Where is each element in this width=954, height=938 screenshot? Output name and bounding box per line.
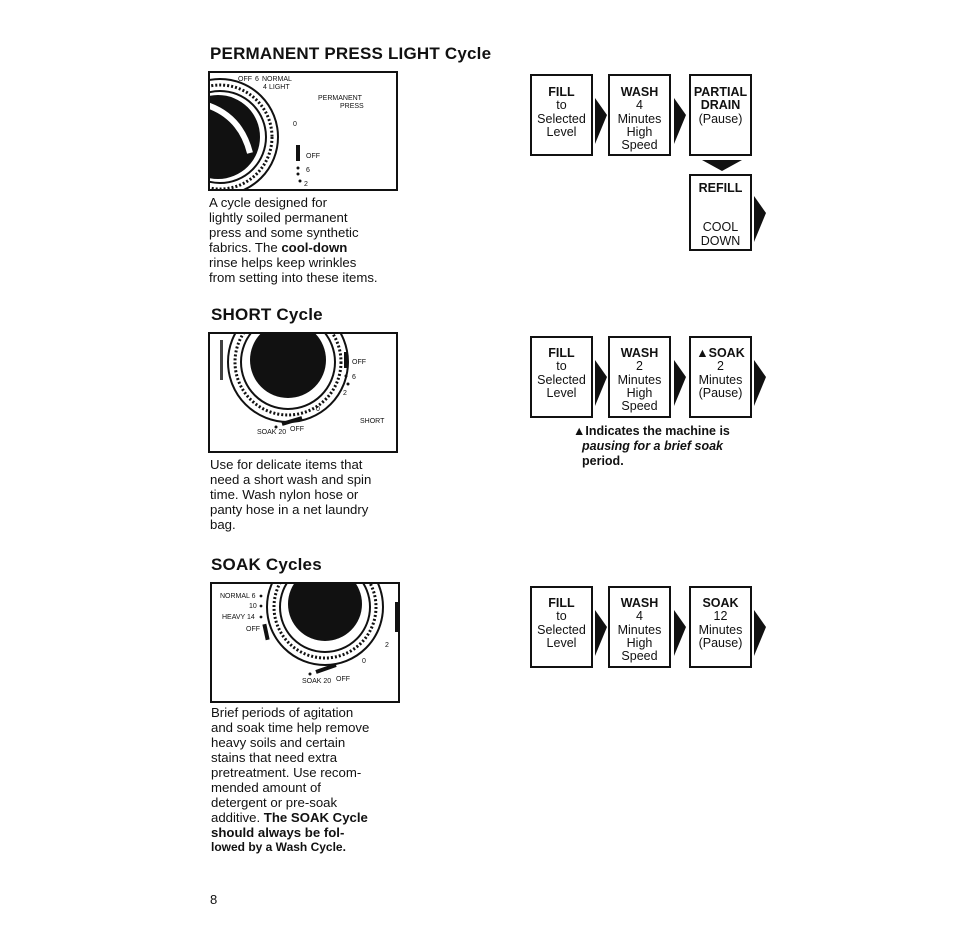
step-text: Selected: [537, 111, 586, 126]
step-text: (Pause): [698, 635, 743, 650]
step-wash: [608, 336, 671, 418]
step-text: Speed: [621, 399, 658, 414]
step-soak: [689, 586, 752, 668]
step-title: WASH: [620, 85, 659, 99]
step-soak: [689, 336, 752, 418]
dial-mark-0: 0: [362, 658, 366, 665]
arrow-right-icon: [595, 98, 607, 144]
paragraph-permanent-press: [209, 195, 399, 285]
arrow-right-icon: [754, 196, 766, 242]
panel-off-label: OFF: [290, 426, 304, 433]
text-line: [209, 240, 399, 255]
text-line: lightly soiled permanent: [209, 210, 348, 225]
step-title: WASH: [620, 346, 659, 360]
step-wash: [608, 586, 671, 668]
dial-graphic: [210, 73, 396, 189]
step-text: Level: [546, 635, 577, 650]
text-line: from setting into these items.: [209, 270, 378, 285]
panel-label-normal-6: NORMAL 6: [220, 593, 256, 600]
panel-cycle-label-1: PERMANENT: [318, 95, 362, 102]
step-text: High: [626, 385, 653, 400]
text-line: panty hose in a net laundry: [210, 502, 369, 517]
text-span: fabrics. The: [209, 240, 282, 255]
section-heading-soak: SOAK Cycles: [211, 555, 322, 574]
dial-mark-6: 6: [352, 374, 356, 381]
step-text: to: [556, 359, 567, 374]
step-fill: [530, 586, 593, 668]
panel-soak-label: SOAK 20: [302, 678, 332, 685]
step-title: SOAK: [702, 596, 739, 610]
step-text: 4: [636, 98, 643, 113]
soak-note: [573, 424, 773, 469]
text-line: rinse helps keep wrinkles: [209, 255, 357, 270]
control-panel-soak: [210, 582, 400, 703]
step-text: Speed: [621, 649, 658, 664]
step-text: Minutes: [617, 622, 662, 637]
panel-label-4: 4: [263, 84, 267, 91]
step-fill: [530, 74, 593, 156]
arrow-right-icon: [674, 610, 686, 656]
panel-label-normal: NORMAL: [262, 76, 292, 83]
text-line: and soak time help remove: [211, 720, 370, 735]
panel-label-6: 6: [255, 76, 259, 83]
step-refill-cool-down: [689, 174, 752, 251]
dial-mark-6: 6: [306, 167, 310, 174]
step-text: Minutes: [698, 622, 743, 637]
step-title: FILL: [548, 346, 575, 360]
text-line: pretreatment. Use recom-: [211, 765, 362, 780]
step-title: FILL: [548, 85, 575, 99]
dial-mark-2: 2: [385, 642, 389, 649]
text-line: stains that need extra: [211, 750, 338, 765]
step-text: (Pause): [698, 111, 743, 126]
step-text: to: [556, 609, 567, 624]
arrow-right-icon: [754, 610, 766, 656]
panel-cycle-label: SHORT: [360, 418, 385, 425]
panel-label-heavy-14: HEAVY 14: [222, 614, 255, 621]
control-panel-short: [208, 332, 398, 453]
control-panel-permanent-press: [208, 71, 398, 191]
step-text: to: [556, 98, 567, 113]
step-wash: [608, 74, 671, 156]
text-line: mended amount of: [211, 780, 321, 795]
step-fill: [530, 336, 593, 418]
text-line: [211, 810, 406, 825]
step-text: Minutes: [698, 372, 743, 387]
bold-text: The SOAK Cycle: [263, 810, 368, 825]
step-text: COOL: [702, 220, 739, 235]
dial-mark-off: OFF: [352, 359, 366, 366]
panel-soak-label: SOAK 20: [257, 429, 287, 436]
step-text: 2: [636, 359, 643, 374]
step-text: Level: [546, 124, 577, 139]
step-text: 4: [636, 609, 643, 624]
text-line: Use for delicate items that: [210, 457, 363, 472]
step-text: Minutes: [617, 372, 662, 387]
text-line: bag.: [210, 517, 236, 532]
dial-mark-2: 2: [304, 181, 308, 188]
text-line: lowed by a Wash Cycle.: [211, 840, 346, 854]
dial-mark-0: 0: [293, 121, 297, 128]
step-text: High: [626, 124, 653, 139]
dial-mark-0: 0: [316, 406, 320, 413]
step-text: Selected: [537, 622, 586, 637]
step-text: Speed: [621, 138, 658, 153]
section-heading-short: SHORT Cycle: [211, 305, 323, 324]
arrow-right-icon: [674, 98, 686, 144]
text-line: need a short wash and spin: [210, 472, 372, 487]
step-text: (Pause): [698, 385, 743, 400]
note-line: ▲Indicates the machine is: [573, 424, 730, 438]
panel-label-10: 10: [249, 603, 257, 610]
note-line: pausing for a brief soak: [582, 439, 724, 453]
step-text: DOWN: [700, 233, 741, 248]
step-text: [691, 195, 750, 208]
text-line: press and some synthetic: [209, 225, 359, 240]
panel-off-label: OFF: [336, 676, 350, 683]
panel-label-light: LIGHT: [269, 84, 290, 91]
arrow-down-icon: [702, 158, 742, 172]
arrow-right-icon: [754, 360, 766, 406]
step-partial-drain: [689, 74, 752, 156]
panel-cycle-label-2: PRESS: [340, 103, 364, 110]
arrow-right-icon: [595, 610, 607, 656]
panel-label-off: OFF: [246, 626, 260, 633]
section-heading-permanent-press: PERMANENT PRESS LIGHT Cycle: [210, 44, 492, 63]
page-number: 8: [210, 892, 218, 907]
text-line: should always be fol-: [211, 825, 345, 840]
text-line: heavy soils and certain: [211, 735, 346, 750]
panel-label-off: OFF: [238, 76, 252, 83]
arrow-right-icon: [595, 360, 607, 406]
bold-term: cool-down: [281, 240, 348, 255]
paragraph-soak: [211, 705, 406, 855]
step-title: DRAIN: [700, 98, 741, 113]
step-text: Selected: [537, 372, 586, 387]
text-line: A cycle designed for: [209, 195, 328, 210]
step-title: PARTIAL: [693, 85, 748, 99]
step-title: WASH: [620, 596, 659, 610]
step-title: REFILL: [698, 181, 743, 195]
dial-mark-2: 2: [343, 390, 347, 397]
note-line: period.: [582, 454, 624, 468]
paragraph-short: [210, 457, 400, 532]
step-text: 2: [717, 359, 724, 374]
arrow-right-icon: [674, 360, 686, 406]
step-text: High: [626, 635, 653, 650]
step-text: Level: [546, 385, 577, 400]
step-text: Minutes: [617, 111, 662, 126]
step-title: FILL: [548, 596, 575, 610]
step-title: ▲SOAK: [696, 346, 745, 360]
text-line: detergent or pre-soak: [211, 795, 338, 810]
text-line: time. Wash nylon hose or: [210, 487, 359, 502]
step-text: 12: [713, 609, 728, 624]
dial-mark-off: OFF: [306, 153, 320, 160]
text-span: additive.: [211, 810, 264, 825]
text-line: Brief periods of agitation: [211, 705, 354, 720]
